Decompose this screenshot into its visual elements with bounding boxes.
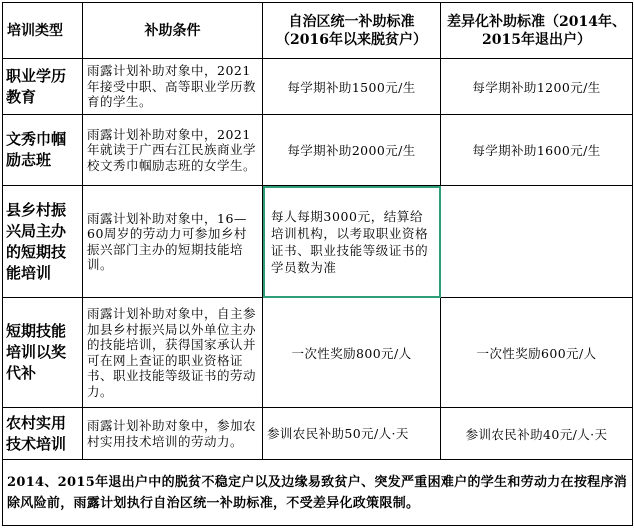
table-row <box>3 408 633 460</box>
cell-training-type[interactable]: 短期技能培训以奖代补 <box>3 298 83 408</box>
cell-unified-standard[interactable]: 每学期补助1500元/生 <box>263 59 441 115</box>
cell-condition[interactable]: 雨露计划补助对象中，2021年就读于广西右江民族商业学校文秀巾帼励志班的女学生。 <box>83 115 263 186</box>
cell-differentiated-standard[interactable]: 每学期补助1600元/生 <box>441 115 633 186</box>
cell-training-type[interactable]: 农村实用技术培训 <box>3 408 83 460</box>
cell-training-type[interactable]: 职业学历教育 <box>3 59 83 115</box>
cell-condition[interactable]: 雨露计划补助对象中，自主参加县乡村振兴局以外单位主办的技能培训，获得国家承认并可在网上查证的职业资格证书、职业技能等级证书的劳动力。 <box>83 298 263 408</box>
footnote[interactable]: 2014、2015年退出户中的脱贫不稳定户以及边缘易致贫户、突发严重困难户的学生和劳动力在按程序消除风险前，雨露计划执行自治区统一补助标准，不受差异化政策限制。 <box>3 460 633 526</box>
cell-condition[interactable]: 雨露计划补助对象中，2021年接受中职、高等职业学历教育的学生。 <box>83 59 263 115</box>
cell-condition[interactable]: 雨露计划补助对象中，16—60周岁的劳动力可参加乡村振兴部门主办的短期技能培训。 <box>83 186 263 298</box>
header-unified-standard[interactable]: 自治区统一补助标准（2016年以来脱贫户） <box>263 3 441 59</box>
header-row <box>3 3 633 59</box>
cell-differentiated-standard[interactable]: 参训农民补助40元/人·天 <box>441 408 633 460</box>
cell-training-type[interactable]: 县乡村振兴局主办的短期技能培训 <box>3 186 83 298</box>
header-differentiated-standard[interactable]: 差异化补助标准（2014年、2015年退出户） <box>441 3 633 59</box>
table-row <box>3 186 633 298</box>
selected-cell-unified-standard[interactable]: 每人每期3000元，结算给培训机构，以考取职业资格证书、职业技能等级证书的学员数为准 <box>263 186 441 298</box>
table-row <box>3 298 633 408</box>
header-condition[interactable]: 补助条件 <box>83 3 263 59</box>
cell-differentiated-standard[interactable]: 每学期补助1200元/生 <box>441 59 633 115</box>
subsidy-standards-table <box>2 2 633 526</box>
cell-unified-standard[interactable]: 参训农民补助50元/人·天 <box>263 408 441 460</box>
table-row <box>3 59 633 115</box>
cell-condition[interactable]: 雨露计划补助对象中，参加农村实用技术培训的劳动力。 <box>83 408 263 460</box>
table-row <box>3 115 633 186</box>
footnote-row <box>3 460 633 526</box>
cell-unified-standard[interactable]: 一次性奖励800元/人 <box>263 298 441 408</box>
cell-training-type[interactable]: 文秀巾帼励志班 <box>3 115 83 186</box>
cell-differentiated-standard[interactable]: 一次性奖励600元/人 <box>441 298 633 408</box>
header-training-type[interactable]: 培训类型 <box>3 3 83 59</box>
cell-differentiated-standard[interactable] <box>441 186 633 298</box>
cell-unified-standard[interactable]: 每学期补助2000元/生 <box>263 115 441 186</box>
